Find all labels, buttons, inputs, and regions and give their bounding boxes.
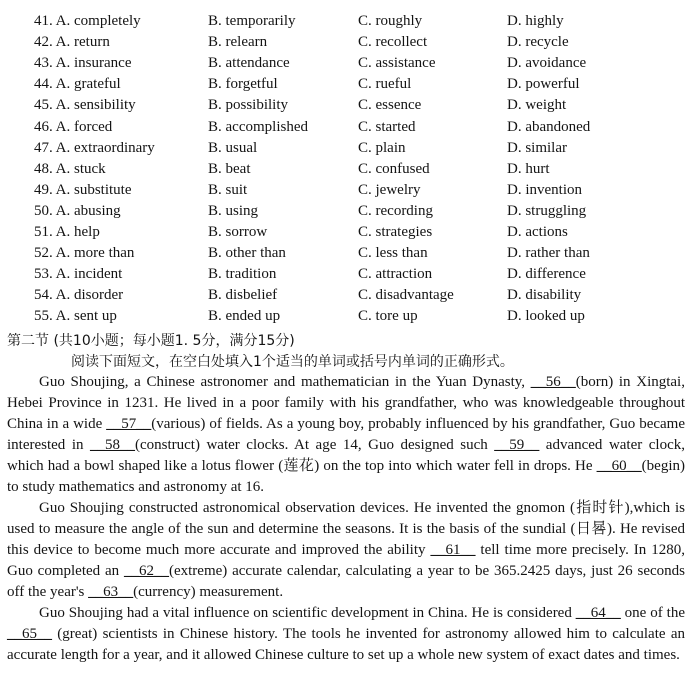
text: (various) of fields. As a young boy, probably influenced by his grandfather, Guo became interested in: [7, 416, 685, 453]
passage-paragraph-3: [7, 603, 685, 666]
question-row: [0, 117, 692, 138]
question-row: [0, 95, 692, 116]
option-b: B. forgetful: [208, 76, 278, 93]
blank-59: __59__: [494, 437, 540, 453]
option-a: 54. A. disorder: [34, 287, 124, 304]
option-d: D. struggling: [507, 202, 587, 219]
option-d: D. highly: [507, 13, 564, 29]
option-c: C. disadvantage: [358, 287, 454, 304]
blank-64: __64__: [575, 605, 621, 621]
text: Guo Shoujing constructed astronomical observation devices. He invented the gnomon (指时针),which is used to measure the angle of the sun and determine the seasons. It is the basis of the sundial (日晷). He revised this device to become much more accurate and improved the ability: [7, 500, 685, 558]
text: one of the: [620, 605, 685, 621]
blank-58: __58__: [90, 437, 135, 453]
question-row: [0, 180, 692, 201]
option-b: B. disbelief: [208, 287, 278, 304]
option-c: C. recording: [358, 202, 433, 219]
option-a: 52. A. more than: [34, 245, 135, 262]
option-d: D. difference: [507, 266, 586, 283]
blank-61: __61__: [430, 542, 476, 558]
option-a: 44. A. grateful: [34, 76, 121, 93]
option-d: D. hurt: [507, 160, 550, 177]
option-b: B. usual: [208, 139, 258, 156]
option-a: 41. A. completely: [34, 13, 141, 29]
text: Guo Shoujing, a Chinese astronomer and mathematician in the Yuan Dynasty,: [39, 374, 531, 390]
option-d: D. disability: [507, 287, 582, 304]
text: (construct) water clocks. At age 14, Guo designed such: [135, 437, 495, 453]
option-a: 49. A. substitute: [34, 181, 132, 198]
text: (currency) measurement.: [133, 584, 284, 600]
text: (extreme) accurate calendar, calculating a year to be 365.2425 days, just 26 seconds off the year's: [7, 563, 685, 600]
option-c: C. plain: [358, 139, 406, 156]
blank-65: __65__: [7, 626, 52, 642]
option-d: D. looked up: [507, 308, 585, 325]
option-a: 47. A. extraordinary: [34, 139, 155, 156]
option-c: C. essence: [358, 97, 422, 114]
option-d: D. abandoned: [507, 118, 591, 135]
option-d: D. weight: [507, 97, 567, 114]
section-title: 第二节 (共10小题；每小题1. 5分，满分15分): [7, 333, 295, 349]
option-a: 46. A. forced: [34, 118, 113, 135]
option-d: D. rather than: [507, 245, 590, 262]
passage-paragraph-1: [7, 372, 685, 498]
question-row: [0, 285, 692, 306]
passage-paragraph-2: [7, 498, 685, 603]
option-c: C. started: [358, 118, 416, 135]
option-c: C. roughly: [358, 13, 423, 29]
question-row: [0, 74, 692, 95]
option-a: 50. A. abusing: [34, 202, 121, 219]
blank-57: __57__: [106, 416, 152, 432]
option-a: 43. A. insurance: [34, 55, 132, 72]
option-b: B. sorrow: [208, 224, 268, 240]
option-c: C. jewelry: [358, 181, 421, 198]
option-b: B. temporarily: [208, 13, 296, 29]
option-a: 45. A. sensibility: [34, 97, 136, 114]
option-a: 42. A. return: [34, 34, 110, 51]
option-b: B. possibility: [208, 97, 289, 114]
question-row: [0, 159, 692, 180]
option-c: C. rueful: [358, 76, 412, 93]
option-b: B. ended up: [208, 308, 281, 325]
option-b: B. suit: [208, 181, 248, 198]
blank-56: __56__: [530, 374, 576, 390]
text: Guo Shoujing had a vital influence on scientific development in China. He is considered: [39, 605, 576, 621]
option-b: B. relearn: [208, 34, 268, 51]
text: advanced water clock, which had a bowl shaped like a lotus flower (莲花) on the top into which water fell in drops. He: [7, 437, 685, 474]
option-d: D. powerful: [507, 76, 580, 93]
option-a: 53. A. incident: [34, 266, 123, 283]
option-c: C. tore up: [358, 308, 418, 325]
option-a: 55. A. sent up: [34, 308, 117, 325]
text: tell time more precisely. In 1280, Guo completed an: [7, 542, 685, 579]
option-b: B. tradition: [208, 266, 277, 283]
text: (great) scientists in Chinese history. The tools he invented for astronomy allowed him to calculate an accurate length for a year, and it allowed Chinese culture to set up a whole new system of exact dates and times.: [7, 626, 685, 663]
option-c: C. confused: [358, 160, 430, 177]
blank-60: __60__: [596, 458, 642, 474]
option-c: C. assistance: [358, 55, 436, 72]
section-instruction: 阅读下面短文，在空白处填入1个适当的单词或括号内单词的正确形式。: [71, 354, 514, 370]
option-a: 48. A. stuck: [34, 160, 106, 177]
option-b: B. using: [208, 202, 259, 219]
question-row: [0, 138, 692, 159]
option-d: D. invention: [507, 181, 582, 198]
option-b: B. beat: [208, 160, 251, 177]
question-row: [0, 201, 692, 222]
question-row: [0, 264, 692, 285]
option-b: B. accomplished: [208, 118, 308, 135]
question-row: [0, 11, 692, 32]
text: (begin) to study mathematics and astronomy at 16.: [7, 458, 685, 495]
blank-63: __63__: [88, 584, 134, 600]
question-row: [0, 222, 692, 243]
blank-62: __62__: [123, 563, 169, 579]
question-row: [0, 306, 692, 327]
question-row: [0, 32, 692, 53]
text: (born) in Xingtai, Hebei Province in 1231. He lived in a poor family with his grandfather, who was knowledgeable throughout China in a wide: [7, 374, 685, 432]
option-c: C. less than: [358, 245, 428, 262]
option-d: D. similar: [507, 139, 567, 156]
option-d: D. avoidance: [507, 55, 587, 72]
question-row: [0, 243, 692, 264]
option-c: C. recollect: [358, 34, 428, 51]
option-a: 51. A. help: [34, 224, 100, 240]
option-b: B. attendance: [208, 55, 290, 72]
question-row: [0, 53, 692, 74]
option-c: C. strategies: [358, 224, 433, 240]
option-b: B. other than: [208, 245, 286, 262]
option-d: D. actions: [507, 224, 568, 240]
option-c: C. attraction: [358, 266, 433, 283]
option-d: D. recycle: [507, 34, 569, 51]
